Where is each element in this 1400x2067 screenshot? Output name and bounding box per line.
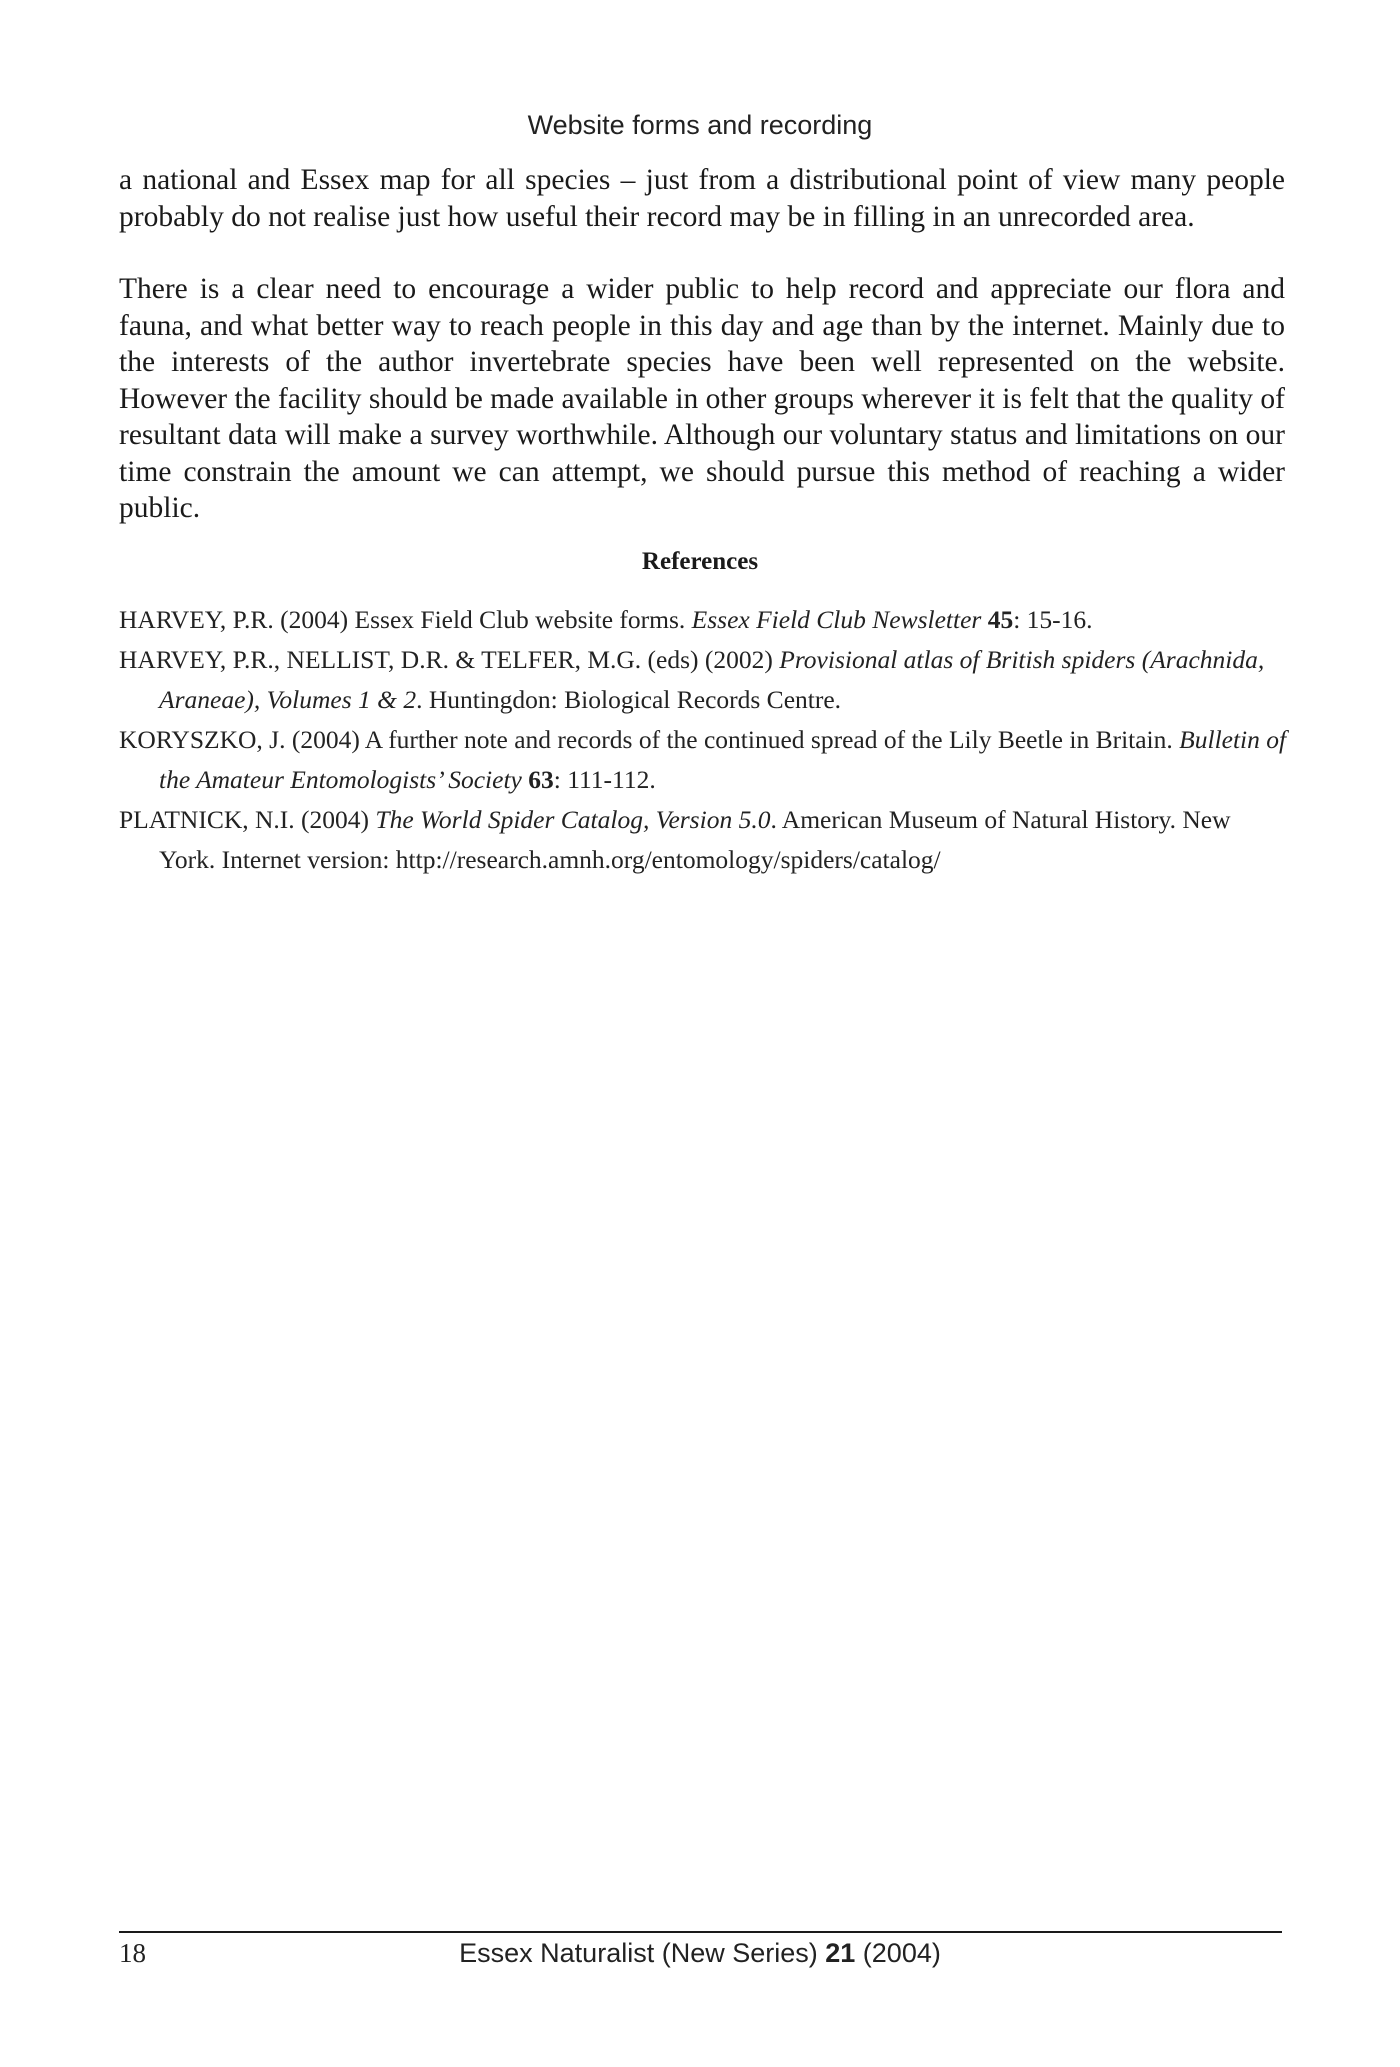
reference-authors: HARVEY, P.R., NELLIST, D.R. & TELFER, M.G. (eds) (2002) — [119, 645, 780, 674]
body-paragraph: a national and Essex map for all species – just from a distributional point of view many people probably do not realise just how useful their record may be in filling in an unrecorded area. — [119, 164, 1285, 233]
journal-volume: 21 — [825, 1938, 856, 1968]
reference-source: Provisional atlas of British spiders (Arachnida, Araneae), Volumes 1 & 2 — [159, 645, 1265, 714]
reference-source: The World Spider Catalog, Version 5.0 — [375, 805, 771, 834]
reference-authors: HARVEY, P.R. (2004) Essex Field Club website forms. — [119, 605, 692, 634]
journal-citation — [0, 1938, 1400, 1969]
reference-authors: KORYSZKO, J. (2004) A further note and records of the continued spread of the Lily Beetle in Britain. — [119, 725, 1180, 754]
references-list — [119, 600, 1289, 880]
reference-pages: : 15-16. — [1013, 605, 1093, 634]
reference-item — [119, 800, 1289, 880]
reference-pages: : 111-112. — [553, 765, 656, 794]
reference-item — [119, 640, 1289, 720]
reference-source: Bulletin of the Amateur Entomologists’ Society — [159, 725, 1287, 794]
reference-pages: . American Museum of Natural History. New York. Internet version: http://research.amnh.org/entomology/spiders/catalog/ — [159, 805, 1231, 874]
journal-title: Essex Naturalist (New Series) — [459, 1938, 826, 1968]
reference-pages: . Huntingdon: Biological Records Centre. — [416, 685, 842, 714]
reference-volume: 45 — [981, 605, 1014, 634]
reference-item — [119, 720, 1289, 800]
reference-volume: 63 — [521, 765, 554, 794]
running-head: Website forms and recording — [527, 110, 873, 140]
page-number: 18 — [119, 1938, 146, 1968]
references-heading: References — [641, 548, 759, 575]
journal-year: (2004) — [855, 1938, 941, 1968]
article-body — [119, 162, 1285, 563]
reference-source: Essex Field Club Newsletter — [691, 605, 982, 634]
footer-divider — [119, 1931, 1282, 1933]
body-paragraph: There is a clear need to encourage a wider public to help record and appreciate our flora and fauna, and what better way to reach people in this day and age than by the internet. Mainly due to the interests of the author invertebrate species have been well represented on the website. However the facility should be made available in other groups wherever it is felt that the quality of resultant data will make a survey worthwhile. Although our voluntary status and limitations on our time constrain the amount we can attempt, we should pursue this method of reaching a wider public. — [119, 273, 1285, 524]
reference-item — [119, 600, 1289, 640]
reference-authors: PLATNICK, N.I. (2004) — [119, 805, 376, 834]
